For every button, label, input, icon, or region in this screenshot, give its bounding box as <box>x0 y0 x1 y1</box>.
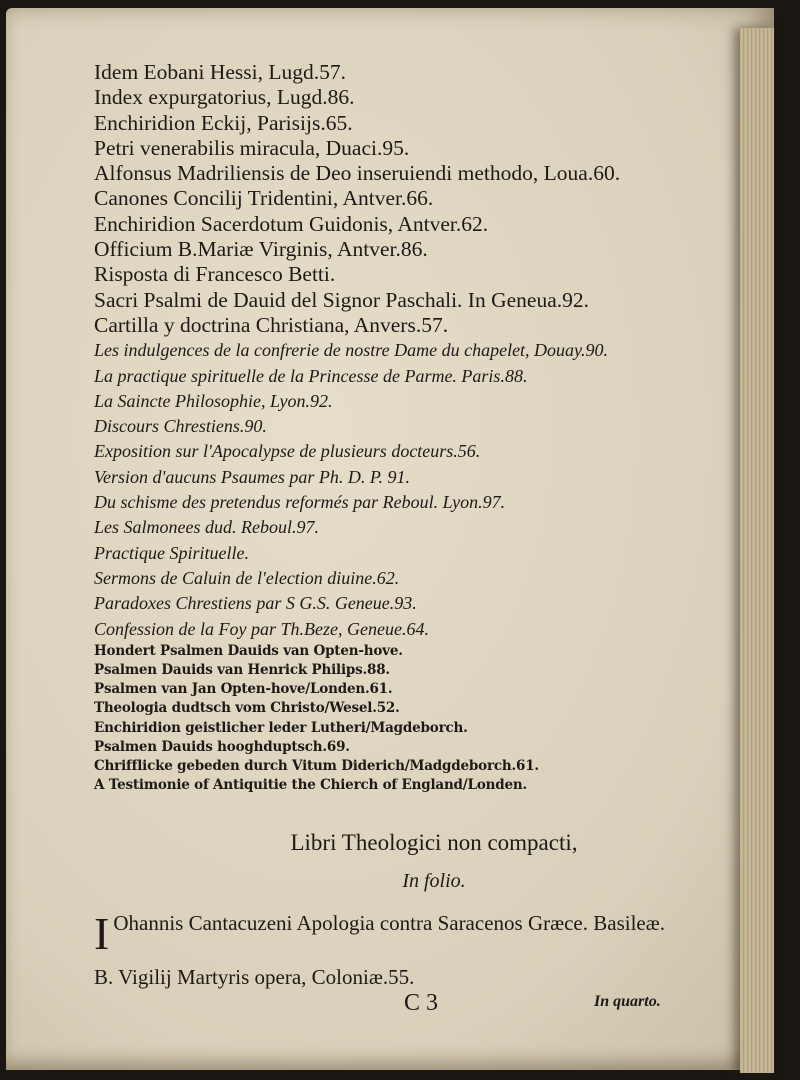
catalog-entry: Chrifflicke gebeden durch Vitum Diderich/Madgdeborch.61. <box>94 757 539 774</box>
catalog-entry: Idem Eobani Hessi, Lugd.57. <box>94 60 346 84</box>
catalog-entry: Psalmen van Jan Opten-hove/Londen.61. <box>94 681 393 698</box>
catalog-entry: Les indulgences de la confrerie de nostre Dame du chapelet, Douay.90. <box>94 340 609 361</box>
catalog-entry: Enchiridion Sacerdotum Guidonis, Antver.62. <box>94 211 489 236</box>
catalog-text <box>94 60 694 1016</box>
catalog-entry: Risposta di Francesco Betti. <box>94 262 336 287</box>
catalog-entry: Officium B.Mariæ Virginis, Antver.86. <box>94 237 428 262</box>
catalog-entry: La practique spirituelle de la Princesse de Parme. Paris.88. <box>94 365 528 386</box>
catalog-entry: Confession de la Foy par Th.Beze, Geneue.64. <box>94 618 429 639</box>
catalog-entry: Enchiridion geistlicher leder Lutheri/Magdeborch. <box>94 719 468 736</box>
catalog-entry: La Saincte Philosophie, Lyon.92. <box>94 390 333 411</box>
catalog-entry: Version d'aucuns Psaumes par Ph. D. P. 91. <box>94 466 411 487</box>
book-page <box>6 8 774 1070</box>
catalog-entry: Petri venerabilis miracula, Duaci.95. <box>94 135 410 160</box>
page-edge <box>740 28 774 1073</box>
catalog-entry: Alfonsus Madriliensis de Deo inseruiendi methodo, Loua.60. <box>94 161 621 186</box>
section-subheading: In folio. <box>402 870 466 892</box>
section-heading: Libri Theologici non compacti, <box>290 830 578 855</box>
signature-mark: C 3 <box>404 990 439 1016</box>
catalog-entry: Index expurgatorius, Lugd.86. <box>94 85 355 110</box>
catalog-entry: Enchiridion Eckij, Parisijs.65. <box>94 110 353 135</box>
catalog-entry: Exposition sur l'Apocalypse de plusieurs docteurs.56. <box>94 441 481 462</box>
catalog-entry: Practique Spirituelle. <box>94 542 249 563</box>
catalog-entry: Psalmen Dauids hooghduptsch.69. <box>94 738 350 755</box>
catchword: In quarto. <box>594 993 661 1010</box>
entry-vigilij: B. Vigilij Martyris opera, Coloniæ.55. <box>94 965 415 989</box>
catalog-entry: Psalmen Dauids van Henrick Philips.88. <box>94 662 390 679</box>
entry-text: Ohannis Cantacuzeni Apologia contra Saracenos Græce. Basileæ. <box>113 911 665 935</box>
catalog-entry: Cartilla y doctrina Christiana, Anvers.57. <box>94 312 449 337</box>
catalog-entry: A Testimonie of Antiquitie the Chierch of England/Londen. <box>94 777 527 794</box>
drop-cap: I <box>94 908 110 959</box>
catalog-entry: Discours Chrestiens.90. <box>94 416 267 437</box>
catalog-entry: Sacri Psalmi de Dauid del Signor Paschali. In Geneua.92. <box>94 287 589 312</box>
catalog-entry: Sermons de Caluin de l'election diuine.62. <box>94 567 400 588</box>
catalog-entry: Hondert Psalmen Dauids van Opten-hove. <box>94 642 403 659</box>
entry-cantacuzeni <box>94 908 734 959</box>
catalog-entry: Canones Concilij Tridentini, Antver.66. <box>94 186 434 211</box>
catalog-entry: Du schisme des pretendus reformés par Reboul. Lyon.97. <box>94 492 506 513</box>
catalog-entry: Paradoxes Chrestiens par S G.S. Geneue.93. <box>94 593 417 614</box>
catalog-entry: Les Salmonees dud. Reboul.97. <box>94 517 319 538</box>
entry-list <box>94 60 694 795</box>
catalog-entry: Theologia dudtsch vom Christo/Wesel.52. <box>94 700 400 717</box>
